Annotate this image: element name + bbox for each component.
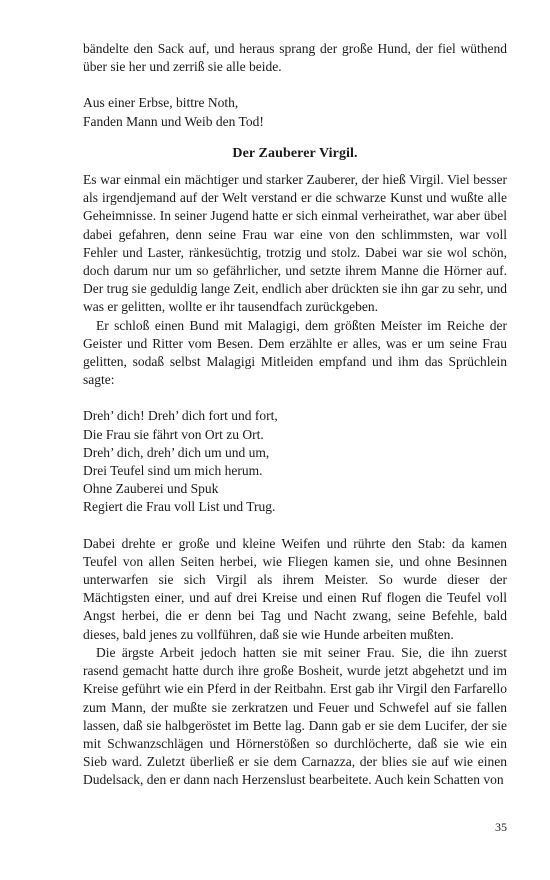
verse-line: Ohne Zauberei und Spuk bbox=[83, 481, 219, 497]
paragraph-4: Die ärgste Arbeit jedoch hatten sie mit seiner Frau. Sie, die ihn zuerst rasend gemacht hatte durch ihre große Bosheit, wurde jetzt abgehetzt und im Kreise geführt wie ein Pferd in der Reitbahn. Erst gab ihr Virgil den Farfarello zum Mann, der mußte sie zerkratzen und Feuer und Schwefel auf sie fallen lassen, daß sie halbgeröstet im Bette lag. Dann gab er sie dem Lucifer, der sie mit Schwanzschlägen und Hörnerstößen so durchlöcherte, daß sie wie ein Sieb ward. Zuletzt überließ er sie dem Carnazza, der blies sie auf wie einen Dudelsack, den er dann nach Herzenslust bearbeitete. Auch kein Schatten von bbox=[83, 644, 507, 788]
verse-line: Dreh’ dich! Dreh’ dich fort und fort, bbox=[83, 408, 278, 424]
intro-paragraph: bändelte den Sack auf, und heraus sprang der große Hund, der fiel wüthend über sie her und zerriß sie alle beide. bbox=[83, 41, 507, 75]
paragraph-1: Es war einmal ein mächtiger und starker Zauberer, der hieß Virgil. Viel besser als irgendjemand auf der Welt verstand er die schwarze Kunst und wußte alle Geheimnisse. In seiner Jugend hatte er sich einmal verheirathet, war aber übel dabei gefahren, denn seine Frau war eine von den schlimmsten, war voll Fehler und Laster, ränkesüchtig, trotzig und stolz. Dabei war sie wol schön, doch darum nur um so gefährlicher, und setzte ihrem Manne die Hörner auf. Der trug sie geduldig lange Zeit, endlich aber drückten sie ihn gar zu sehr, und was er gelitten, wollte er ihr tausendfach zurückgeben. bbox=[83, 172, 507, 315]
verse-line: Die Frau sie fährt von Ort zu Ort. bbox=[83, 426, 264, 442]
blank-line bbox=[83, 517, 507, 535]
rhyme-line: Fanden Mann und Weib den Tod! bbox=[83, 113, 264, 129]
verse-line: Regiert die Frau voll List und Trug. bbox=[83, 499, 276, 515]
blank-line bbox=[83, 389, 507, 407]
verse-line: Drei Teufel sind um mich herum. bbox=[83, 463, 263, 479]
verse-2 bbox=[83, 407, 507, 516]
paragraph-3: Dabei drehte er große und kleine Weifen und rührte den Stab: da kamen Teufel von allen Seiten herbei, wie Fliegen kamen sie, und ohne Besinnen unterwarfen sie sich Virgil als ihrem Meister. So wurde dieser der Mächtigsten einer, und auf drei Kreise und einen Ruf flogen die Teufel voll Angst herbei, die er denn bei Tag und Nacht zwang, seine Befehle, bald dieses, bald jenes zu vollführen, daß sie wie Hunde arbeiten mußten. bbox=[83, 535, 507, 642]
chapter-heading: Der Zauberer Virgil. bbox=[232, 145, 358, 161]
book-page bbox=[83, 40, 507, 790]
verse-line: Dreh’ dich, dreh’ dich um und um, bbox=[83, 444, 270, 460]
page-number: 35 bbox=[495, 820, 507, 834]
rhyme-1 bbox=[83, 94, 507, 130]
blank-line bbox=[83, 76, 507, 94]
paragraph-2: Er schloß einen Bund mit Malagigi, dem größten Meister im Reiche der Geister und Ritter vom Besen. Dem erzählte er alles, was er um seine Frau gelitten, sodaß selbst Malagigi Mitleiden empfand und ihm das Sprüchlein sagte: bbox=[83, 317, 507, 388]
rhyme-line: Aus einer Erbse, bittre Noth, bbox=[83, 95, 239, 111]
